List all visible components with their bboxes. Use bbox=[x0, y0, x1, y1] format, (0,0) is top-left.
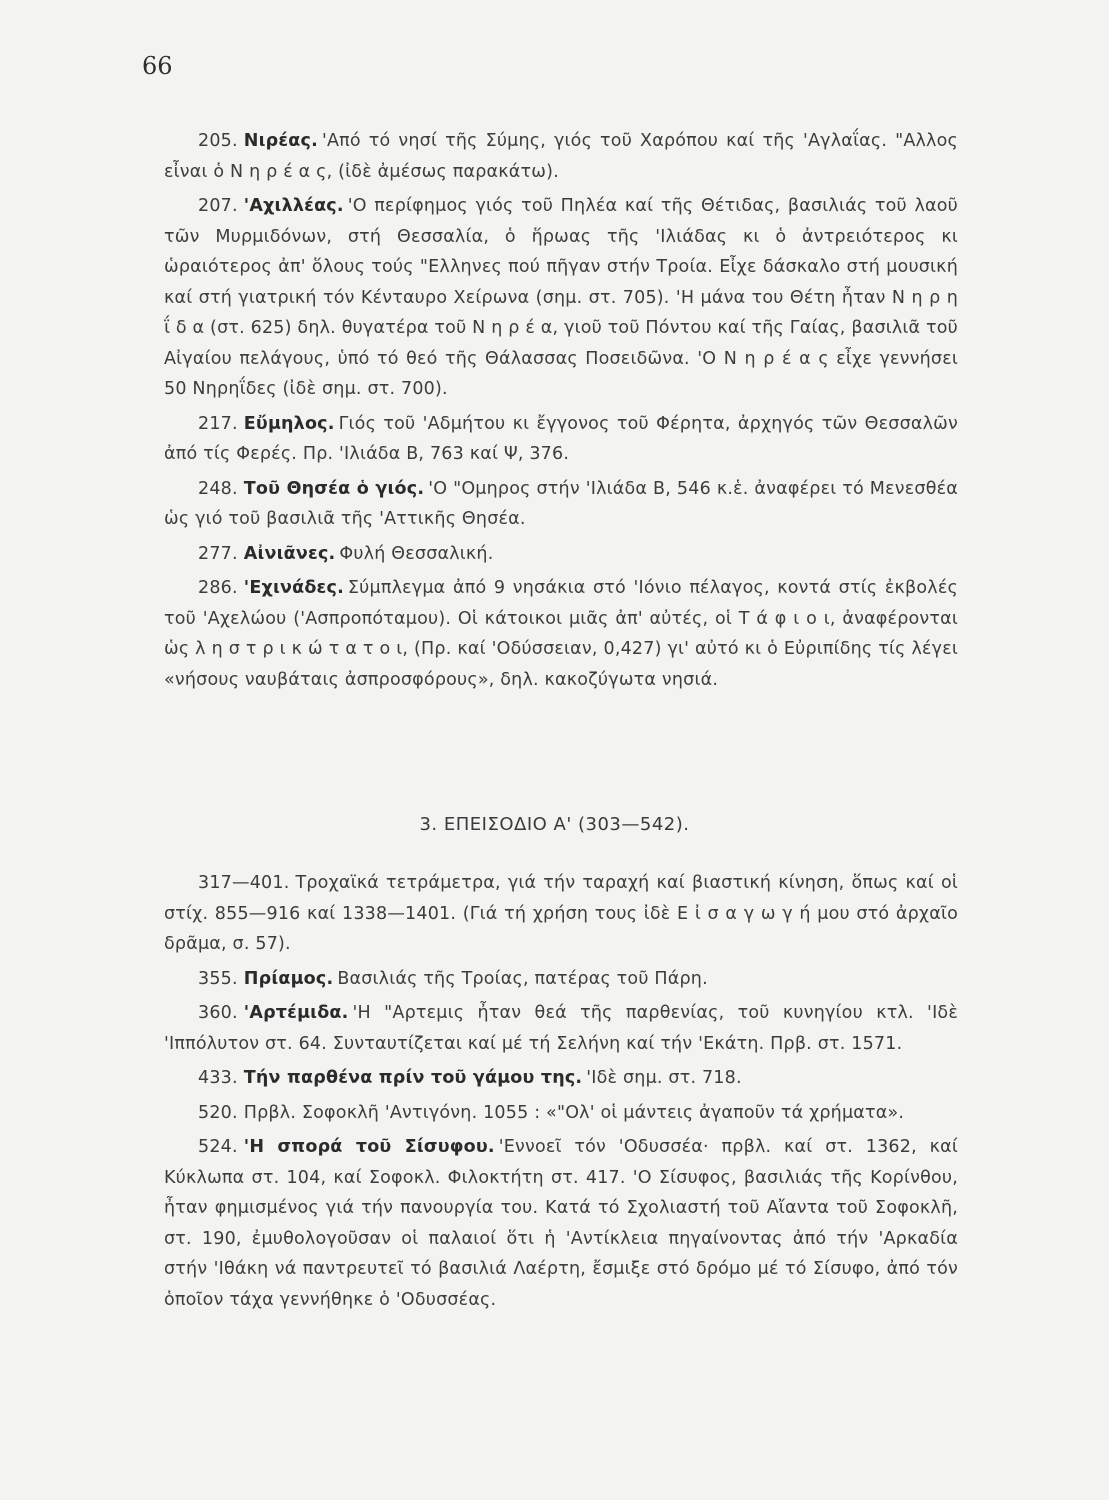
note-text: 'Η "Αρτεμις ἦταν θεά τῆς παρθενίας, τοῦ κυνηγίου κτλ. 'Ιδὲ 'Ιππόλυτον στ. 64. Συνταυτίζεται καί μέ τή Σελήνη καί τήν 'Εκάτη. Πρβ. στ. 1571. bbox=[164, 1003, 958, 1054]
note-number: 524. bbox=[198, 1137, 238, 1157]
note-217 bbox=[164, 409, 958, 470]
note-520 bbox=[164, 1098, 958, 1129]
note-number: 286. bbox=[198, 578, 238, 598]
note-headword: Νιρέας. bbox=[243, 131, 318, 151]
note-text: Πρβλ. Σοφοκλῆ 'Αντιγόνη. 1055 : «"Ολ' οἱ μάντεις ἀγαποῦν τά χρήματα». bbox=[243, 1102, 905, 1123]
note-433 bbox=[164, 1063, 958, 1094]
note-360 bbox=[164, 998, 958, 1059]
note-number: 207. bbox=[198, 196, 238, 216]
note-text: 'Εννοεῖ τόν 'Οδυσσέα· πρβλ. καί στ. 1362, καί Κύκλωπα στ. 104, καί Σοφοκλ. Φιλοκτήτη στ. 417. 'Ο Σίσυφος, βασιλιάς τῆς Κορίνθου, ἦταν φημισμένος γιά τήν πανουργία του. Κατά τό Σχολιαστή τοῦ Αἴαντα τοῦ Σοφοκλῆ, στ. 190, ἐμυθολογοῦσαν οἱ παλαιοί ὅτι ἡ 'Αντίκλεια πηγαίνοντας ἀπό τήν 'Αρκαδία στήν 'Ιθάκη νά παντρευτεῖ τό βασιλιά Λαέρτη, ἔσμιξε στό δρόμο μέ τό Σίσυφο, ἀπό τόν ὁποῖον τάχα γεννήθηκε ὁ 'Οδυσσέας. bbox=[164, 1137, 958, 1310]
note-text: Τροχαϊκά τετράμετρα, γιά τήν ταραχή καί βιαστική κίνηση, ὅπως καί οἱ στίχ. 855—916 καί 1338—1401. (Γιά τή χρήση τους ἰδὲ Ε ἰ σ α γ ω γ ή μου στό ἀρχαῖο δρᾶμα, σ. 57). bbox=[164, 873, 958, 954]
note-355 bbox=[164, 964, 958, 995]
notes-block-1 bbox=[164, 126, 958, 699]
note-248 bbox=[164, 474, 958, 535]
note-headword: Τοῦ Θησέα ὁ γιός. bbox=[243, 478, 425, 499]
note-277 bbox=[164, 539, 958, 570]
note-headword: Αἰνιᾶνες. bbox=[243, 543, 336, 564]
note-number: 520. bbox=[198, 1102, 238, 1123]
note-number: 360. bbox=[198, 1003, 238, 1023]
note-205 bbox=[164, 126, 958, 187]
note-207 bbox=[164, 191, 958, 405]
note-number: 205. bbox=[198, 131, 238, 151]
note-286 bbox=[164, 573, 958, 695]
note-524 bbox=[164, 1132, 958, 1315]
note-headword: 'Αρτέμιδα. bbox=[243, 1003, 349, 1023]
note-text: 'Ιδὲ σημ. στ. 718. bbox=[586, 1068, 742, 1088]
note-headword: Πρίαμος. bbox=[243, 968, 334, 989]
note-text: Βασιλιάς τῆς Τροίας, πατέρας τοῦ Πάρη. bbox=[337, 968, 708, 989]
notes-block-2 bbox=[164, 868, 958, 1319]
section-title: 3. ΕΠΕΙΣΟΔΙΟ Α' (303—542). bbox=[419, 814, 690, 835]
note-text: 'Ο "Ομηρος στήν 'Ιλιάδα Β, 546 κ.ἑ. ἀναφέρει τό Μενεσθέα ὡς γιό τοῦ βασιλιᾶ τῆς 'Αττικῆς Θησέα. bbox=[164, 478, 958, 529]
note-number: 248. bbox=[198, 478, 238, 499]
note-text: 'Από τό νησί τῆς Σύμης, γιός τοῦ Χαρόπου καί τῆς 'Αγλαΐας. "Αλλος εἶναι ὁ Ν η ρ έ α ς, (ἰδὲ ἀμέσως παρακάτω). bbox=[164, 131, 958, 182]
note-number: 317—401. bbox=[198, 873, 290, 893]
note-headword: 'Εχινάδες. bbox=[243, 578, 344, 598]
note-text: 'Ο περίφημος γιός τοῦ Πηλέα καί τῆς Θέτιδας, βασιλιάς τοῦ λαοῦ τῶν Μυρμιδόνων, στή Θεσσαλία, ὁ ἥρωας τῆς 'Ιλιάδας κι ὁ ἀντρειότερος κι ὡραιότερος ἀπ' ὅλους τούς "Ελληνες πού πῆγαν στήν Τροία. Εἶχε δάσκαλο στή μουσική καί στή γιατρική τόν Κένταυρο Χείρωνα (σημ. στ. 705). 'Η μάνα του Θέτη ἦταν Ν η ρ η ΐ δ α (στ. 625) δηλ. θυγατέρα τοῦ Ν η ρ έ α, γιοῦ τοῦ Πόντου καί τῆς Γαίας, βασιλιᾶ τοῦ Αἰγαίου πελάγους, ὑπό τό θεό τῆς Θάλασσας Ποσειδῶνα. 'Ο Ν η ρ έ α ς εἶχε γεννήσει 50 Νηρηΐδες (ἰδὲ σημ. στ. 700). bbox=[164, 196, 958, 399]
note-number: 217. bbox=[198, 413, 238, 434]
note-headword: Τήν παρθένα πρίν τοῦ γάμου της. bbox=[243, 1068, 583, 1088]
note-text: Γιός τοῦ 'Αδμήτου κι ἔγγονος τοῦ Φέρητα, ἀρχηγός τῶν Θεσσαλῶν ἀπό τίς Φερές. Πρ. 'Ιλιάδα Β, 763 καί Ψ, 376. bbox=[164, 413, 958, 464]
note-text: Σύμπλεγμα ἀπό 9 νησάκια στό 'Ιόνιο πέλαγος, κοντά στίς ἐκβολές τοῦ 'Αχελώου ('Ασπροπόταμου). Οἱ κάτοικοι μιᾶς ἀπ' αὐτές, οἱ Τ ά φ ι ο ι, ἀναφέρονται ὡς λ η σ τ ρ ι κ ώ τ α τ ο ι, (Πρ. καί 'Οδύσσειαν, 0,427) γι' αὐτό κι ὁ Εὐριπίδης τίς λέγει «νήσους ναυβάταις ἀσπροσφόρους», δηλ. κακοζύγωτα νησιά. bbox=[164, 578, 958, 690]
note-number: 277. bbox=[198, 543, 238, 564]
page-number: 66 bbox=[142, 52, 173, 80]
note-headword: 'Αχιλλέας. bbox=[243, 196, 344, 216]
note-number: 433. bbox=[198, 1068, 238, 1088]
note-number: 355. bbox=[198, 968, 238, 989]
note-headword: Εὔμηλος. bbox=[243, 413, 335, 434]
note-text: Φυλή Θεσσαλική. bbox=[339, 543, 494, 564]
note-headword: 'Η σπορά τοῦ Σίσυφου. bbox=[243, 1137, 495, 1157]
note-317-401 bbox=[164, 868, 958, 960]
